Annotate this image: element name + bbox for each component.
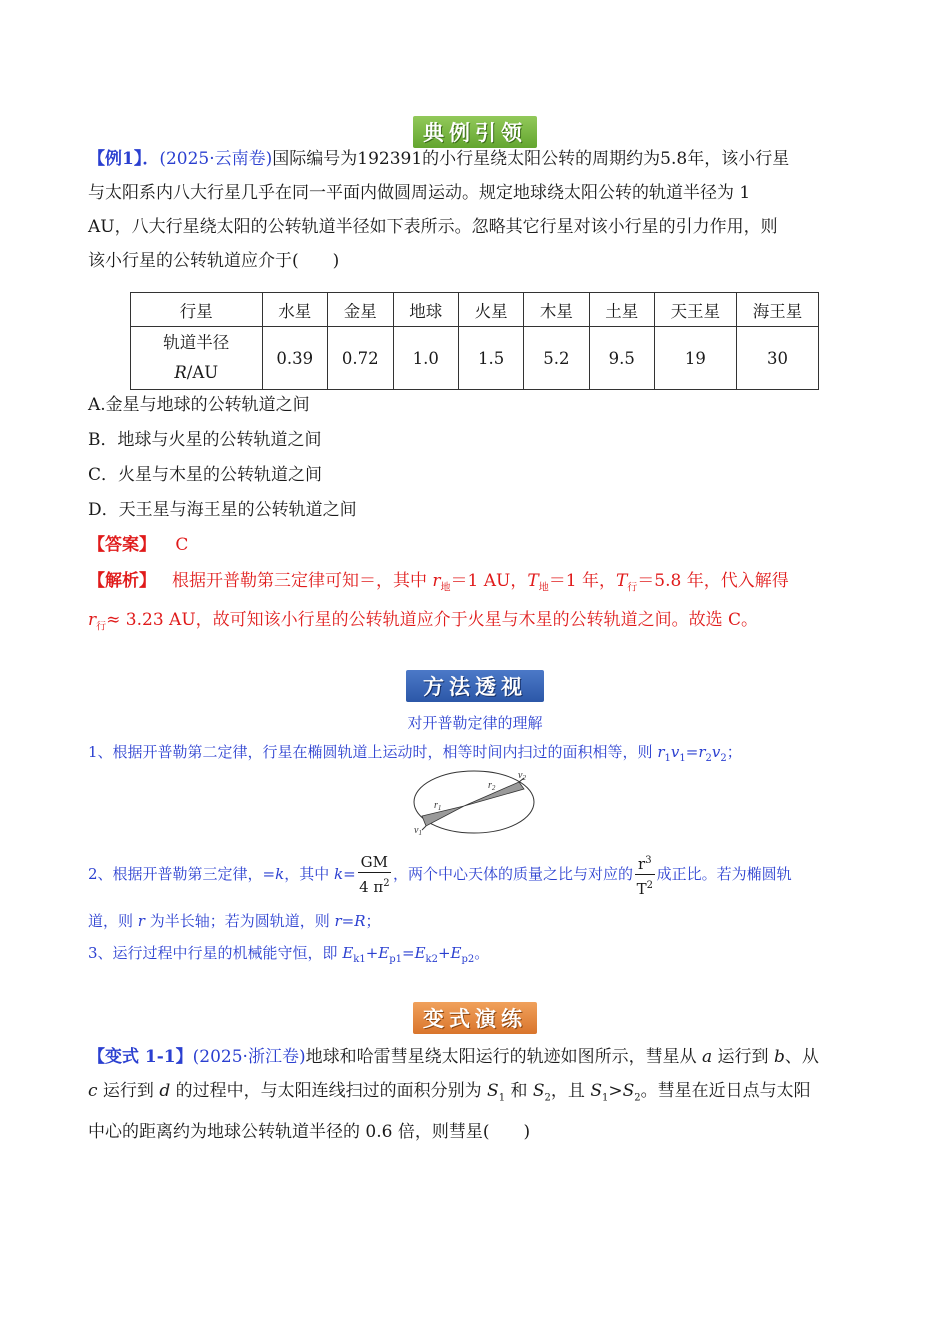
- table-header-cell: 木星: [524, 293, 589, 327]
- velocity-arrow-1: [422, 826, 426, 830]
- r1-label: $r_1$: [434, 800, 442, 812]
- option-d: D．天王星与海王星的公转轨道之间: [88, 500, 357, 520]
- method-title: 对开普勒定律的理解: [407, 714, 543, 732]
- example-section-banner: 典例引领: [413, 116, 537, 148]
- example-1-question: [88, 142, 864, 278]
- variant-line-1: 【变式 1-1】(2025·浙江卷)地球和哈雷彗星绕太阳运行的轨迹如图所示，彗星从 a 运行到 b、从: [88, 1047, 819, 1067]
- answer-value: C: [175, 535, 189, 555]
- table-row: [131, 327, 819, 390]
- example-1-source: (2025·云南卷): [159, 149, 273, 169]
- table-header-cell: 地球: [393, 293, 458, 327]
- table-cell: 0.39: [262, 327, 328, 390]
- variant-1-1-question: [88, 1040, 864, 1149]
- analysis-line-1: 【解析】 根据开普勒第三定律可知＝，其中 $r_地=1$ AU，$T_地=1$ 年，$T_行=5.8$ 年，代入解得: [88, 571, 789, 594]
- table-row-label: [131, 327, 263, 390]
- variant-section-banner: 变式演练: [413, 1002, 537, 1034]
- method-line-2b: 道，则 r 为半长轴；若为圆轨道，则 r=R；: [88, 912, 381, 930]
- table-header-cell: 天王星: [654, 293, 736, 327]
- example-1-line-1: [88, 142, 864, 176]
- analysis-line-2: $r_行\approx 3.23$ AU，故可知该小行星的公转轨道应介于火星与木星的公转轨道之间。故选 C。: [88, 610, 759, 633]
- table-cell: 5.2: [524, 327, 589, 390]
- table-cell: 19: [654, 327, 736, 390]
- gm-fraction: $\frac{GM}{4 \pi^2}$: [359, 853, 390, 896]
- example-1-line-3: AU，八大行星绕太阳的公转轨道半径如下表所示。忽略其它行星对该小行星的引力作用，则: [88, 217, 778, 237]
- r-cubed-over-t-squared: $\frac{r^3}{T^2}$: [635, 851, 655, 900]
- variant-line-3: 中心的距离约为地球公转轨道半径的 0.6 倍，则彗星( ): [88, 1122, 531, 1143]
- option-c: C．火星与木星的公转轨道之间: [88, 465, 323, 485]
- table-cell: 0.72: [328, 327, 394, 390]
- option-b: B．地球与火星的公转轨道之间: [88, 430, 322, 450]
- kepler-orbit-figure: [412, 766, 536, 836]
- table-cell: 30: [736, 327, 818, 390]
- answer-label: 【答案】: [88, 535, 156, 555]
- method-line-3: 3、运行过程中行星的机械能守恒，即 $E_{k1}+E_{p1}=E_{k2}+E_{p2}$。: [88, 944, 490, 965]
- variant-line-2: c 运行到 d 的过程中，与太阳连线扫过的面积分别为 $S_1$ 和 $S_2$，且 $S_1>S_2$。彗星在近日点与太阳: [88, 1081, 811, 1104]
- table-cell: 1.5: [458, 327, 523, 390]
- table-header-cell: 金星: [328, 293, 394, 327]
- option-a: A.金星与地球的公转轨道之间: [88, 395, 310, 415]
- example-1-line-2: 与太阳系内八大行星几乎在同一平面内做圆周运动。规定地球绕太阳公转的轨道半径为 1: [88, 183, 751, 203]
- swept-area-1: [422, 806, 464, 826]
- table-header-cell: 海王星: [736, 293, 818, 327]
- table-header-row: [131, 293, 819, 327]
- planet-orbit-table: [130, 292, 819, 390]
- table-cell: 1.0: [393, 327, 458, 390]
- v1-label: $v_1$: [414, 825, 422, 836]
- v2-label: $v_2$: [518, 770, 526, 782]
- row-label-unit: R/AU: [174, 363, 219, 382]
- example-1-tag: 【例1】．: [88, 149, 160, 169]
- example-1-text-1: 国际编号为192391的小行星绕太阳公转的周期约为5.8年，该小行星: [272, 149, 790, 169]
- method-line-2: 2、根据开普勒第三定律，=k，其中 k= $\frac{GM}{4 \pi^2}$ ，两个中心天体的质量之比与对应的 $\frac{r^3}{T^2}$ 成正比。若为椭圆轨: [88, 850, 868, 900]
- table-header-cell: 水星: [262, 293, 328, 327]
- analysis-text: [88, 565, 864, 644]
- table-header-cell: 火星: [458, 293, 523, 327]
- table-cell: 9.5: [589, 327, 654, 390]
- row-label-line-1: 轨道半径: [163, 333, 230, 352]
- method-section-banner: 方法透视: [406, 670, 544, 702]
- answer-line: [88, 530, 188, 560]
- example-1-line-4: 该小行星的公转轨道应介于( ): [88, 251, 340, 271]
- table-header-cell: 行星: [131, 293, 263, 327]
- table-header-cell: 土星: [589, 293, 654, 327]
- r2-label: $r_2$: [488, 780, 496, 792]
- method-line-1: 1、根据开普勒第二定律，行星在椭圆轨道上运动时，相等时间内扫过的面积相等，则 $r_1v_1=r_2v_2$；: [88, 743, 742, 764]
